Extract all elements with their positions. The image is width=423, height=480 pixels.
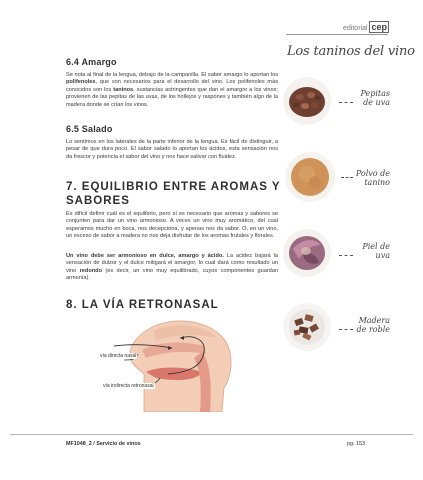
retronasal-diagram [94,316,240,412]
caption-pepitas: Pepitas de uva [360,89,390,107]
caption-madera: Madera de roble [356,316,390,334]
caption-piel: Piel de uva [362,242,390,260]
header-rule [286,34,388,35]
section-balance-body2: Un vino debe ser armonioso en dulce, amargo y ácido. La acidez bajará la sensación de dulzor y el dulce mitigará el amargor, lo cual dará como resultado un vino redondo (es decir, un vino muy equilibrado, cuyos componentes guardan armonía). [66,253,278,282]
publisher-prefix: editorial [343,25,368,32]
section-bitter-body: Se nota al final de la lengua, debajo de la campanilla. El sabor amargo lo aportan los polifenoles, que son necesarios para el desarrollo del vino. Los polifenoles más conocidos son los taninos, sustancias astringentes que dan el amargor a los vinos; provienen de las pepitas de las uvas, de los hollejos y raspones y también algo de la madera donde se crían los vinos. [66,72,278,108]
section-balance-title-line1: 7. EQUILIBRIO ENTRE AROMAS Y [66,181,281,193]
grape-seeds-photo [283,77,331,125]
section-retronasal-title: 8. LA VÍA RETRONASAL [66,299,219,311]
footer-module: MF1048_2 / Servicio de vinos [66,441,141,447]
caption-polvo: Polvo de tanino [355,169,390,187]
footer-rule [10,434,413,435]
section-salty-title: 6.5 Salado [66,124,113,134]
section-bitter-title: 6.4 Amargo [66,57,117,67]
section-balance-body1: Es difícil definir cuál es el equilibrio, pero sí es necesario que aromas y sabores se conjunten para dar un vino armonioso. A veces un vino muy aromático, del cual esperamos mucho en boca, nos decepciona, y apenas nos da sabor. O, en un vino, un exceso de sabor a madera no nos deja disfrutar de los aromas frutales y florales. [66,211,278,240]
publisher-mark: cep [371,22,387,32]
label-indirect-retronasal: vía indirecta retronasal [103,383,154,389]
grape-skin-photo [283,229,331,277]
label-direct-nasal: vía directa nasal [100,353,137,359]
section-balance-title-line2: SABORES [66,195,130,207]
sidebar-title: Los taninos del vino [287,44,415,59]
page-number: pg. 153 [347,441,365,447]
publisher-logo [343,22,389,32]
tannin-powder-photo [285,152,335,202]
section-salty-body: Lo sentimos en los laterales de la parte inferior de la lengua. Es fácil de distinguir, a pesar de que dura poco. El sabor salado lo aportan los ácidos, esta sensación nos da frescor y potencia el sabor del vino y nos hace salivar con fluidez. [66,139,278,160]
oak-wood-photo [283,303,331,351]
